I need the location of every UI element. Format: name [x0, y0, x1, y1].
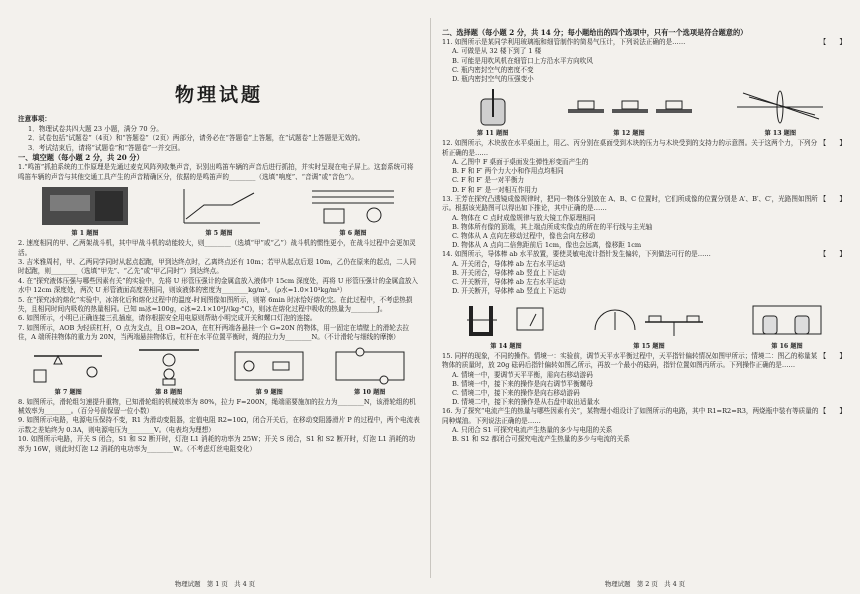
lever-figure [28, 346, 108, 386]
answer-bracket: 【 】 [819, 139, 846, 148]
question-1: 1.“鸣笛”抓拍系统的工作原理是先通过麦克风阵列收集声音，识别出鸣笛车辆的声音后进行抓拍，并实时呈现在电子屏上。这套系统可将鸣笛车辆的声音与其他交通工具产生的声音精确区分，依据的是鸣笛声的________（选填“响度”、“音调”或“音色”）。 [18, 163, 414, 181]
question-11: 【 】 11. 如图所示是某同学利用玻璃瓶和细管制作的简易气压计，下列说法正确的是…… [442, 38, 846, 46]
question-5: 5. 在“探究冰的熔化”实验中，冰溶化后和熔化过程中的温度-时间图像如图所示，则第 6min 时冰恰好熔化完。在此过程中，不考虑热损失，且相同时间内吸收的热量相同。已知 m冰=100g，c冰=2.1×10³J/(kg·°C)，则冰在熔化过程中吸收的热量为________J。 [18, 295, 413, 314]
figure-row-2 [18, 346, 420, 396]
option: C. 情境二中，接下来的操作是向右移动游码 [452, 388, 580, 397]
lens-ray-figure [735, 87, 825, 127]
question-3: 3. 吉米雅周村，甲、乙两同学同时从起点起跑，甲到达终点时，乙离终点还有 10m；若甲从起点后退 10m，乙仍在原来的起点，二人同时起跑，则________（选填“甲先”、“乙先”或“甲乙同时”）到达终点。 [18, 258, 416, 276]
figure-caption: 第 7 题图 [54, 388, 82, 396]
page-2 [430, 0, 860, 594]
figure-caption: 第 15 题图 [633, 342, 665, 350]
question-12: 【 】 12. 如图所示，木块放在水平桌面上，用乙、丙分别在桌面受到木块的压力与木块受到的支持力的示意图。关于这两个力，下列分析正确的是…… [442, 139, 846, 157]
question-8: 8. 如图所示，滑轮组匀速提升重物，已知滑轮组的机械效率为 80%，拉力 F=200N，绳端需要施加的拉力为________N，该滑轮组的机械效率为________。（百分号前保留一位小数） [18, 397, 416, 416]
heating-circuit-figure [747, 300, 827, 340]
figure-15 [589, 300, 709, 350]
figure-caption: 第 14 题图 [490, 342, 522, 350]
option: A. 物体在 C 点时成像规律与放大镜工作原理相同 [452, 213, 596, 222]
figure-13 [735, 87, 825, 137]
section-2-heading: 二、选择题（每小题 2 分，共 14 分；每小题给出的四个选项中，只有一个选项是符合题意的） [442, 28, 748, 37]
socket-circuit-figure [308, 185, 398, 227]
option: C. 开关断开，导体棒 ab 左右水平运动 [452, 278, 566, 287]
option: C. 物体从 A 点向左移动过程中，像也会向左移动 [452, 232, 596, 241]
lamp-circuit-figure [330, 346, 410, 386]
figure-caption: 第 16 题图 [771, 342, 803, 350]
answer-bracket: 【 】 [819, 351, 846, 360]
option: D. 开关断开，导体棒 ab 竖直上下运动 [452, 287, 566, 296]
figure-caption: 第 9 题图 [255, 388, 283, 396]
answer-bracket: 【 】 [819, 194, 846, 203]
figure-5 [174, 185, 264, 237]
notes-item: 1．物理试卷共四大题 23 小题，满分 70 分。 [28, 124, 163, 133]
figure-14 [461, 300, 551, 350]
temperature-graph-figure [174, 185, 264, 227]
option: D. 瓶内密封空气的压强变小 [452, 75, 534, 84]
question-4: 4. 在“探究液体压强与哪些因素有关”的实验中，先将 U 形管压强计的金属盒放入液体中 15cm 深度处，再将 U 形管压强计的金属盒放入水中 12cm 深度处，两次 U 形管液面高度差相同，则该液体的密度为________kg/m³。（ρ水=1.0×10³kg/m³） [18, 276, 419, 295]
page-footer: 物理试题 第 1 页 共 4 页 [174, 580, 256, 588]
option: B. 可能是用吹风机在细管口上方沿水平方向吹风 [452, 56, 593, 65]
figure-caption: 第 10 题图 [354, 388, 386, 396]
figure-caption: 第 12 题图 [613, 130, 645, 138]
figure-7 [28, 346, 108, 396]
notes-heading: 注意事项： [18, 115, 51, 123]
option: B. F 和 F′ 两个力大小和作用点均相同 [452, 167, 564, 176]
figure-row-3 [442, 87, 846, 137]
option: A. 乙图中 F 桌面于桌面发生弹性形变而产生的 [452, 158, 589, 167]
figure-8 [129, 346, 209, 396]
question-2: 2. 速度相同的甲、乙两架战斗机，其中甲战斗机的动能较大，则________（选填“甲”或“乙”）战斗机的惯性更小，在战斗过程中会更加灵活。 [18, 239, 416, 257]
option: D. 物体从 A 点向二倍焦距前后 1cm，像也会远离，像移距 1cm [452, 241, 642, 250]
figure-10 [330, 346, 410, 396]
option: A. 可做是从 32 楼下到了 1 楼 [452, 47, 542, 56]
figure-12 [564, 87, 694, 137]
figure-caption: 第 6 题图 [339, 230, 367, 238]
option: B. 开关闭合，导体棒 ab 竖直上下运动 [452, 269, 566, 278]
camera-photo-figure [40, 185, 130, 227]
barometer-bottle-figure [463, 87, 523, 127]
figure-9 [229, 346, 309, 396]
question-13: 【 】 13. 王芳在探究凸透镜成像规律时，把同一物体分别放在 A、B、C 位置时，它们所成像的位置分别是 A′、B′、C′，光路图如图所示。根据该光路图可以得出如下推论，其中正确的是…… [442, 194, 846, 213]
figure-row-4 [442, 300, 846, 350]
question-14: 【 】 14. 如图所示，导体棒 ab 水平放置，要使灵敏电流计指针发生偏转，下列做法可行的是…… [442, 250, 846, 259]
notes-item: 2．试卷包括“试题卷”（4页）和“答题卷”（2页）两部分，请务必在“答题卷”上答题，在“试题卷”上答题是无效的。 [28, 134, 365, 143]
exam-title: 物理试题 [174, 84, 263, 106]
figure-row-1 [18, 185, 420, 237]
option: B. S1 和 S2 都闭合可探究电流产生热量的多少与电流的关系 [452, 435, 630, 444]
figure-caption: 第 13 题图 [764, 130, 797, 138]
figure-caption: 第 1 题图 [71, 230, 99, 238]
question-6: 6. 如图所示，小明已正确连接三孔插座，请你根据安全用电原则帮助小明完成开关和螺口灯泡的连接。 [18, 314, 317, 323]
figure-1 [40, 185, 130, 237]
pulley-figure [129, 346, 209, 386]
answer-bracket: 【 】 [819, 250, 846, 259]
figure-caption: 第 5 题图 [205, 230, 233, 238]
question-7: 7. 如图所示，AOB 为轻质杠杆，O 点为支点，且 OB=2OA，在杠杆两端各悬挂一个 G=20N 的物体，用一固定在墙壁上的滑轮去拉住，A 端所挂物体的重力为 20N，当两端悬挂物体后，杠杆在水平位置平衡时，绳的拉力为________N。（不计滑轮与细线的摩擦） [18, 323, 410, 342]
question-16: 【 】 16. 为了探究“电流产生的热量与哪些因素有关”，某物理小组设计了如图所示的电路，其中 R1=R2=R3，两烧瓶中装有等质量的同种煤油。下列说法正确的是…… [442, 407, 846, 425]
figure-11 [463, 87, 523, 137]
option: A. 开关闭合，导体棒 ab 左右水平运动 [452, 259, 566, 268]
figure-6 [308, 185, 398, 237]
figure-caption: 第 8 题图 [155, 388, 183, 396]
balance-figure [589, 300, 709, 340]
circuit-figure [229, 346, 309, 386]
option: C. F 和 F′ 是一对平衡力 [452, 176, 525, 185]
option: D. F 和 F′ 是一对相互作用力 [452, 185, 538, 194]
question-10: 10. 如图所示电路，开关 S 闭合，S1 和 S2 断开时，灯泡 L1 消耗的功率为 25W；开关 S 闭合，S1 和 S2 断开时，灯泡 L1 消耗的功率为 16W，则此时灯泡 L2 消耗的电功率为________W。（不考虑灯丝电阻变化） [18, 435, 416, 453]
option: B. 物体所有像的顶端，其上端点所成实像点的所在的平行线与主光轴 [452, 222, 653, 231]
figure-16 [747, 300, 827, 350]
answer-bracket: 【 】 [819, 38, 846, 46]
option: A. 情境一中，要调节天平平衡，需向右移动游码 [452, 370, 593, 379]
option: B. 情境一中，接下来的操作是向右调节平衡螺母 [452, 379, 593, 388]
question-9: 9. 如图所示电路，电源电压保持不变，R1 为滑动变阻器，定值电阻 R2=10Ω，闭合开关后，在移动变阻器滑片 P 的过程中，两个电流表示数之差始终为 0.3A，则电源电压为________V。（电表均为理想） [18, 416, 420, 434]
magnet-galvanometer-figure [461, 300, 551, 340]
answer-bracket: 【 】 [819, 407, 846, 416]
figure-caption: 第 11 题图 [476, 130, 509, 138]
page-footer: 物理试题 第 2 页 共 4 页 [604, 580, 686, 588]
option: A. 只闭合 S1 可探究电流产生热量的多少与电阻的关系 [452, 426, 613, 435]
option: D. 情境二中，接下来的操作是从右盘中取出适量水 [452, 398, 600, 407]
question-15: 【 】 15. 同样的现象，不同的操作。情境一：实验前，调节天平水平衡过程中，天平指针偏转情况如图甲所示；情境二：图乙的称量某物体的质量时，放 20g 砝码后指针偏转如图乙所示，再放一个最小的砝码，指针位置如图丙所示。下列操作正确的是…… [442, 351, 846, 370]
notes-item: 3．考试结束后，请将“试题卷”和“答题卷”一并交回。 [28, 143, 185, 152]
section-1-heading: 一、填空题（每小题 2 分，共 20 分） [18, 153, 144, 163]
option: C. 瓶内密封空气的密度不变 [452, 65, 534, 74]
block-table-figure [564, 87, 694, 127]
